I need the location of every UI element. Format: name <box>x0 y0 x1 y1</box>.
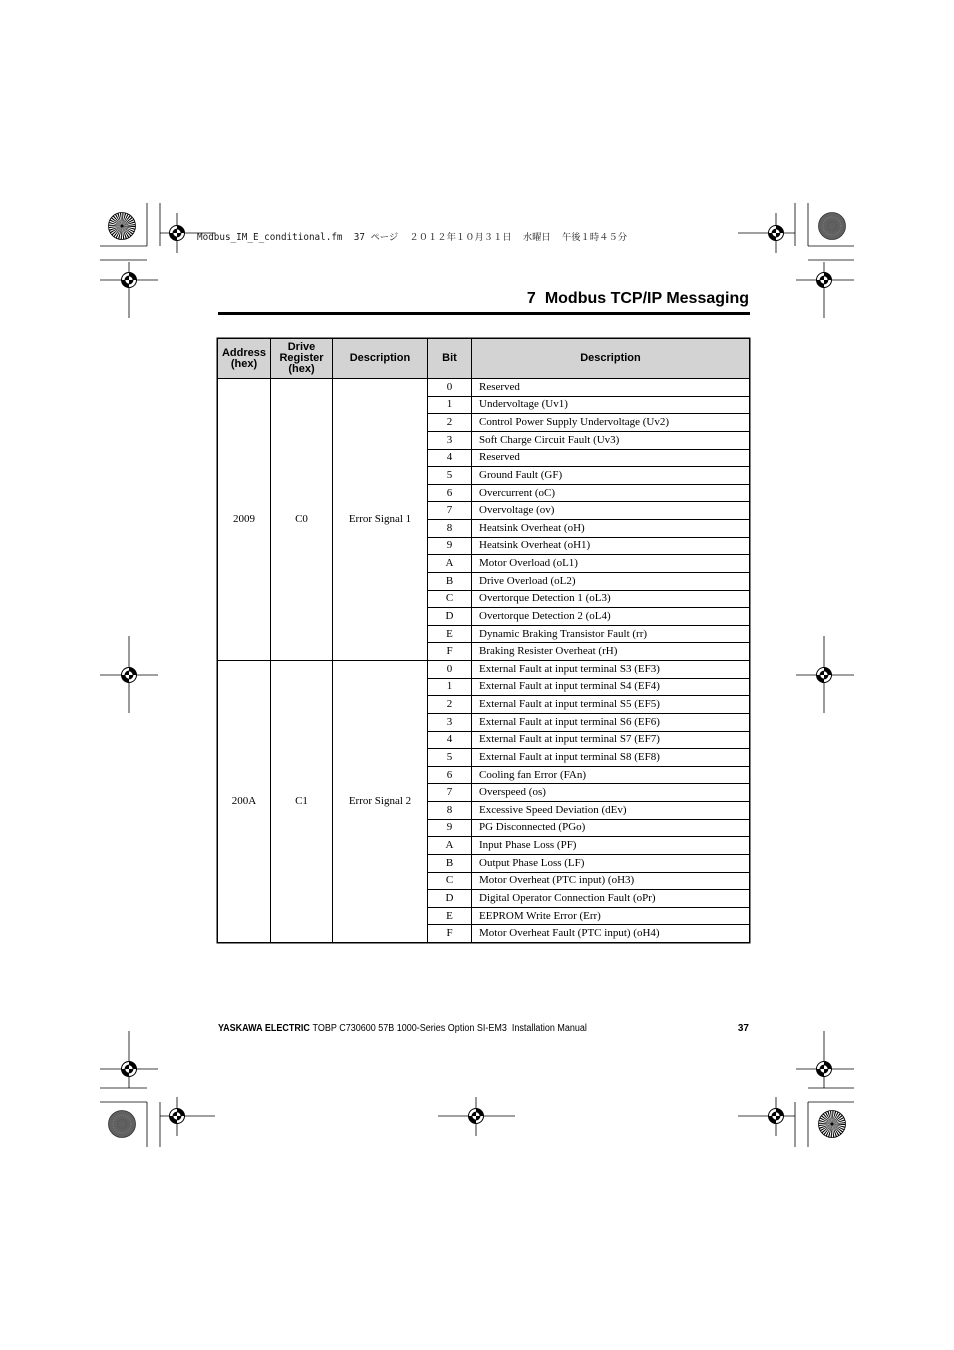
registration-target-right-lower <box>796 1031 854 1088</box>
bit-number: D <box>428 890 472 908</box>
register-table <box>217 338 750 943</box>
bit-number: D <box>428 608 472 626</box>
bit-description: Cooling fan Error (FAn) <box>472 767 750 785</box>
bit-number: 9 <box>428 538 472 556</box>
bit-number: F <box>428 925 472 943</box>
bit-number: 0 <box>428 379 472 397</box>
registration-target-icon <box>122 668 137 683</box>
registration-target-icon <box>769 1109 784 1124</box>
registration-target-icon <box>817 273 832 288</box>
gray-dot-icon <box>819 213 846 240</box>
bit-description: Overvoltage (ov) <box>472 502 750 520</box>
bit-number: 5 <box>428 467 472 485</box>
bit-number: A <box>428 837 472 855</box>
bit-description: Motor Overheat (PTC input) (oH3) <box>472 873 750 891</box>
section-title: Modbus TCP/IP Messaging <box>544 290 749 307</box>
bit-description: Ground Fault (GF) <box>472 467 750 485</box>
bit-description: Overcurrent (oC) <box>472 485 750 503</box>
bit-number: 4 <box>428 450 472 468</box>
bit-description: Motor Overheat Fault (PTC input) (oH4) <box>472 925 750 943</box>
bit-description: Drive Overload (oL2) <box>472 573 750 591</box>
bit-description: Dynamic Braking Transistor Fault (rr) <box>472 626 750 644</box>
bit-number: 8 <box>428 520 472 538</box>
group-drive-register: C0 <box>271 379 333 661</box>
bit-number: B <box>428 855 472 873</box>
footer-doc-line <box>218 1023 587 1035</box>
bit-number: F <box>428 643 472 661</box>
bit-number: 2 <box>428 414 472 432</box>
bit-description: Control Power Supply Undervoltage (Uv2) <box>472 414 750 432</box>
registration-target-icon <box>469 1109 484 1124</box>
group-address: 2009 <box>218 379 271 661</box>
bit-number: 8 <box>428 802 472 820</box>
bit-description: Heatsink Overheat (oH) <box>472 520 750 538</box>
bit-description: External Fault at input terminal S4 (EF4) <box>472 679 750 697</box>
group-address: 200A <box>218 661 271 943</box>
registration-target-icon <box>817 668 832 683</box>
bit-number: 3 <box>428 714 472 732</box>
bit-description: Overspeed (os) <box>472 784 750 802</box>
bit-number: 3 <box>428 432 472 450</box>
heading-rule <box>218 312 750 315</box>
bit-number: C <box>428 873 472 891</box>
section-heading <box>527 290 749 308</box>
bit-number: 9 <box>428 820 472 838</box>
bit-description: External Fault at input terminal S3 (EF3) <box>472 661 750 679</box>
bit-number: C <box>428 591 472 609</box>
group-description: Error Signal 2 <box>333 661 428 943</box>
registration-target-bottom-right <box>738 1097 795 1136</box>
bit-description: External Fault at input terminal S7 (EF7) <box>472 732 750 750</box>
footer-doc-title: TOBP C730600 57B 1000-Series Option SI-EM3 Installation Manual <box>312 1023 587 1034</box>
bit-description: Braking Resister Overheat (rH) <box>472 643 750 661</box>
registration-target-icon <box>817 1062 832 1077</box>
page-number: 37 <box>737 1023 749 1034</box>
print-slug: Modbus_IM_E_conditional.fm 37 ページ ２０１２年１０月３１日 水曜日 午後１時４５分 <box>197 232 628 243</box>
bit-number: B <box>428 573 472 591</box>
bit-description: EEPROM Write Error (Err) <box>472 908 750 926</box>
bit-description: Undervoltage (Uv1) <box>472 397 750 415</box>
bit-description: External Fault at input terminal S6 (EF6) <box>472 714 750 732</box>
registration-target-icon <box>170 226 185 241</box>
bit-number: 7 <box>428 784 472 802</box>
registration-target-right-upper <box>796 262 854 318</box>
bit-description: External Fault at input terminal S8 (EF8) <box>472 749 750 767</box>
registration-target-icon <box>170 1109 185 1124</box>
bit-description: Reserved <box>472 450 750 468</box>
bit-description: Overtorque Detection 2 (oL4) <box>472 608 750 626</box>
bit-description: Reserved <box>472 379 750 397</box>
bit-description: Heatsink Overheat (oH1) <box>472 538 750 556</box>
bit-number: 1 <box>428 397 472 415</box>
group-description: Error Signal 1 <box>333 379 428 661</box>
registration-target-left-upper <box>100 262 158 318</box>
bit-description: Soft Charge Circuit Fault (Uv3) <box>472 432 750 450</box>
registration-target-icon <box>769 226 784 241</box>
registration-target-left-middle <box>100 636 158 713</box>
bit-number: E <box>428 908 472 926</box>
registration-target-icon <box>122 1062 137 1077</box>
registration-target-left-lower <box>100 1031 158 1088</box>
registration-target-icon <box>122 273 137 288</box>
section-number: 7 <box>526 290 536 307</box>
bit-description: Excessive Speed Deviation (dEv) <box>472 802 750 820</box>
bit-description: Overtorque Detection 1 (oL3) <box>472 591 750 609</box>
bit-description: Motor Overload (oL1) <box>472 555 750 573</box>
bit-number: 0 <box>428 661 472 679</box>
header-drive-register: Drive Register (hex) <box>271 339 333 379</box>
bit-number: 7 <box>428 502 472 520</box>
bit-description: External Fault at input terminal S5 (EF5) <box>472 696 750 714</box>
gray-dot-icon <box>109 1111 136 1138</box>
sunburst-icon <box>109 213 136 240</box>
header-bit-description: Description <box>472 339 750 379</box>
bit-number: 2 <box>428 696 472 714</box>
group-drive-register: C1 <box>271 661 333 943</box>
bit-number: 6 <box>428 485 472 503</box>
bit-number: A <box>428 555 472 573</box>
header-address: Address (hex) <box>218 339 271 379</box>
bit-description: Digital Operator Connection Fault (oPr) <box>472 890 750 908</box>
bit-description: Input Phase Loss (PF) <box>472 837 750 855</box>
registration-target-right-middle <box>796 636 854 713</box>
bit-description: PG Disconnected (PGo) <box>472 820 750 838</box>
bit-number: 6 <box>428 767 472 785</box>
header-bit: Bit <box>428 339 472 379</box>
bit-number: E <box>428 626 472 644</box>
header-description: Description <box>333 339 428 379</box>
bit-number: 4 <box>428 732 472 750</box>
bit-number: 5 <box>428 749 472 767</box>
registration-target-bottom-center <box>438 1097 515 1136</box>
footer-brand: YASKAWA ELECTRIC <box>218 1023 310 1034</box>
registration-target-top-right <box>738 213 795 253</box>
sunburst-icon <box>819 1111 846 1138</box>
bit-number: 1 <box>428 679 472 697</box>
bit-description: Output Phase Loss (LF) <box>472 855 750 873</box>
registration-target-bottom-left <box>160 1097 215 1136</box>
